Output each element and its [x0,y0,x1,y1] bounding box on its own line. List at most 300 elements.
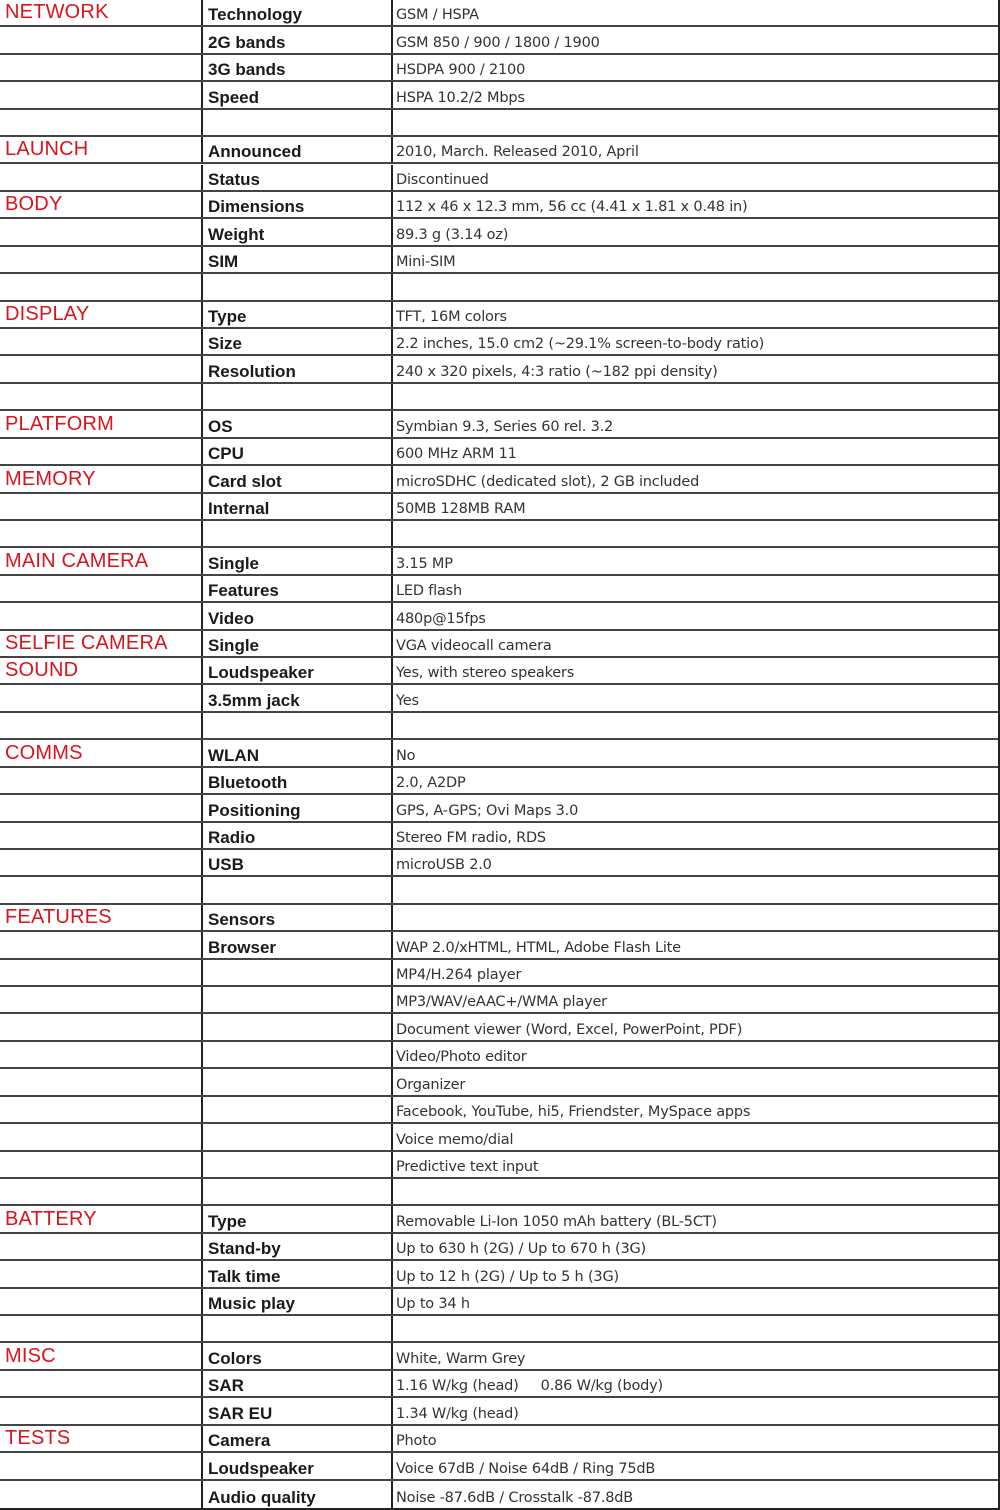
table-row [0,466,998,493]
field-label: Announced [208,142,302,162]
value-cell [391,411,998,436]
value-cell [391,0,998,25]
field-value: Removable Li-Ion 1050 mAh battery (BL-5CT) [396,1213,717,1230]
field-label: Size [208,334,243,354]
table-row [0,1371,998,1398]
value-cell [391,1234,998,1259]
value-cell [391,27,998,52]
table-row [0,494,998,521]
field-label: Audio quality [208,1487,316,1507]
value-cell [391,1042,998,1067]
value-cell [391,1398,998,1423]
section-cell [0,631,201,656]
table-row [0,0,998,27]
field-value: GSM 850 / 900 / 1800 / 1900 [396,34,600,51]
section-cell [0,494,201,519]
value-cell [391,987,998,1012]
value-cell [391,548,998,573]
table-row [0,685,998,712]
value-cell [391,137,998,162]
value-cell [391,1316,998,1341]
field-cell [201,1042,391,1067]
section-label: PLATFORM [5,412,115,435]
field-value: No [396,747,416,764]
field-value: Symbian 9.3, Series 60 rel. 3.2 [396,418,614,435]
section-cell [0,274,201,299]
value-cell [391,740,998,765]
section-cell [0,0,201,25]
section-cell [0,905,201,930]
section-label: SELFIE CAMERA [5,632,168,655]
field-cell [201,1289,391,1314]
section-cell [0,768,201,793]
field-cell [201,1014,391,1039]
section-cell [0,1453,201,1478]
table-row [0,1069,998,1096]
value-cell [391,576,998,601]
field-cell [201,1453,391,1478]
field-cell [201,411,391,436]
section-cell [0,439,201,464]
field-label: OS [208,416,233,436]
section-cell [0,960,201,985]
section-cell [0,110,201,135]
field-label: SAR EU [208,1403,273,1423]
field-label: Radio [208,827,256,847]
field-value: TFT, 16M colors [396,309,507,325]
section-cell [0,137,201,162]
section-cell [0,521,201,546]
table-row [0,1289,998,1316]
table-row [0,1316,998,1343]
section-cell [0,329,201,354]
table-row [0,658,998,685]
table-row [0,1453,998,1480]
section-cell [0,850,201,875]
field-cell [201,658,391,683]
field-label: CPU [208,444,244,464]
section-cell [0,219,201,244]
field-value: Voice 67dB / Noise 64dB / Ring 75dB [396,1460,656,1477]
field-value: Up to 34 h [396,1296,470,1313]
section-label: MAIN CAMERA [5,549,149,572]
table-row [0,302,998,329]
field-value: 240 x 320 pixels, 4:3 ratio (~182 ppi density) [396,363,718,380]
field-cell [201,1097,391,1122]
value-cell [391,247,998,272]
field-label: Music play [208,1294,295,1314]
field-label: Positioning [208,800,301,820]
section-cell [0,82,201,107]
field-cell [201,384,391,409]
value-cell [391,274,998,299]
field-value: Mini-SIM [396,254,456,271]
field-cell [201,55,391,80]
table-row [0,55,998,82]
field-cell [201,548,391,573]
field-value: Noise -87.6dB / Crosstalk -87.8dB [396,1489,634,1506]
section-label: DISPLAY [5,303,90,325]
section-cell [0,823,201,848]
field-value: Photo [396,1433,437,1450]
field-value: White, Warm Grey [396,1350,526,1367]
field-cell [201,27,391,52]
section-label: MEMORY [5,467,96,490]
table-row [0,795,998,822]
table-row [0,850,998,877]
field-value: 2.0, A2DP [396,775,466,792]
section-cell [0,576,201,601]
field-cell [201,768,391,793]
value-cell [391,494,998,519]
section-cell [0,795,201,820]
section-cell [0,1398,201,1423]
section-cell [0,55,201,80]
value-cell [391,1261,998,1286]
value-cell [391,219,998,244]
field-label: 3G bands [208,60,286,80]
value-cell [391,1069,998,1094]
value-cell [391,302,998,327]
field-cell [201,1124,391,1149]
field-value: Yes, with stereo speakers [396,665,575,682]
field-label: Sensors [208,910,276,930]
section-label: TESTS [5,1427,71,1450]
field-cell [201,987,391,1012]
field-cell [201,1069,391,1094]
section-cell [0,192,201,217]
value-cell [391,1426,998,1451]
field-cell [201,0,391,25]
table-row [0,740,998,767]
field-value: 50MB 128MB RAM [396,500,526,517]
field-value: 112 x 46 x 12.3 mm, 56 cc (4.41 x 1.81 x 0.48 in) [396,199,748,216]
value-cell [391,1152,998,1177]
value-cell [391,1097,998,1122]
value-cell [391,1371,998,1396]
field-value: Up to 12 h (2G) / Up to 5 h (3G) [396,1268,619,1285]
section-cell [0,466,201,491]
section-label: MISC [5,1344,56,1367]
value-cell [391,768,998,793]
field-label: Features [208,581,279,601]
field-value: Stereo FM radio, RDS [396,829,546,846]
field-value: Up to 630 h (2G) / Up to 670 h (3G) [396,1241,647,1258]
field-cell [201,850,391,875]
field-label: Status [208,169,260,189]
section-cell [0,1261,201,1286]
value-cell [391,850,998,875]
table-row [0,877,998,904]
field-label: Colors [208,1348,262,1368]
table-row [0,1179,998,1206]
section-label: COMMS [5,741,83,764]
field-cell [201,165,391,190]
field-label: Type [208,307,247,326]
field-value: microSDHC (dedicated slot), 2 GB included [396,473,700,490]
section-cell [0,1316,201,1341]
field-label: Type [208,1211,247,1231]
section-cell [0,1152,201,1177]
section-cell [0,247,201,272]
field-cell [201,713,391,738]
field-cell [201,1206,391,1231]
value-cell [391,1206,998,1231]
field-cell [201,823,391,848]
field-cell [201,137,391,162]
field-label: 3.5mm jack [208,690,300,710]
value-cell [391,165,998,190]
value-cell [391,1481,998,1508]
section-label: FEATURES [5,906,112,929]
field-value: HSPA 10.2/2 Mbps [396,89,525,106]
field-label: WLAN [208,745,259,765]
field-cell [201,685,391,710]
field-cell [201,1152,391,1177]
field-value: HSDPA 900 / 2100 [396,62,526,79]
table-row [0,548,998,575]
field-label: USB [208,855,244,875]
field-cell [201,247,391,272]
field-value: Facebook, YouTube, hi5, Friendster, MySpace apps [396,1104,751,1121]
section-cell [0,1069,201,1094]
table-row [0,219,998,246]
section-label: SOUND [5,659,79,682]
section-cell [0,411,201,436]
table-row [0,1097,998,1124]
section-cell [0,1426,201,1451]
table-row [0,1014,998,1041]
field-label: Bluetooth [208,773,288,793]
value-cell [391,685,998,710]
section-label: LAUNCH [5,138,89,161]
field-cell [201,302,391,327]
field-cell [201,494,391,519]
section-cell [0,740,201,765]
section-cell [0,658,201,683]
table-row [0,247,998,274]
value-cell [391,905,998,930]
field-label: Resolution [208,361,296,381]
value-cell [391,110,998,135]
value-cell [391,521,998,546]
field-value: Video/Photo editor [396,1049,527,1066]
table-row [0,631,998,658]
section-cell [0,603,201,628]
value-cell [391,932,998,957]
field-cell [201,932,391,957]
field-label: Browser [208,937,277,957]
value-cell [391,658,998,683]
value-cell [391,823,998,848]
value-cell [391,1179,998,1204]
value-cell [391,960,998,985]
value-cell [391,192,998,217]
field-cell [201,1426,391,1451]
field-label: Talk time [208,1266,281,1286]
field-cell [201,795,391,820]
field-label: Video [208,608,254,628]
table-row [0,768,998,795]
field-cell [201,219,391,244]
field-value: GPS, A-GPS; Ovi Maps 3.0 [396,802,579,819]
value-cell [391,466,998,491]
field-cell [201,1343,391,1368]
table-row [0,960,998,987]
value-cell [391,329,998,354]
value-cell [391,439,998,464]
field-cell [201,1371,391,1396]
field-value: Discontinued [396,171,489,188]
table-row [0,987,998,1014]
value-cell [391,1289,998,1314]
field-cell [201,1481,391,1508]
field-value: microUSB 2.0 [396,857,492,874]
section-cell [0,1179,201,1204]
table-row [0,823,998,850]
section-cell [0,1343,201,1368]
section-cell [0,932,201,957]
table-row [0,1398,998,1425]
field-cell [201,329,391,354]
field-cell [201,1234,391,1259]
field-cell [201,1398,391,1423]
field-cell [201,603,391,628]
section-cell [0,356,201,381]
table-row [0,1426,998,1453]
value-cell [391,795,998,820]
field-value: Document viewer (Word, Excel, PowerPoint, PDF) [396,1021,743,1038]
table-row [0,356,998,383]
field-cell [201,466,391,491]
field-cell [201,274,391,299]
field-value: 480p@15fps [396,610,486,627]
field-value: MP4/H.264 player [396,967,522,984]
value-cell [391,603,998,628]
section-cell [0,302,201,327]
section-cell [0,27,201,52]
field-label: SIM [208,252,239,272]
value-cell [391,1343,998,1368]
table-row [0,1343,998,1370]
field-value: GSM / HSPA [396,7,479,24]
field-cell [201,740,391,765]
section-cell [0,685,201,710]
field-value: Voice memo/dial [396,1131,514,1148]
field-cell [201,356,391,381]
value-cell [391,1453,998,1478]
section-cell [0,384,201,409]
table-row [0,384,998,411]
table-row [0,1481,998,1508]
section-label: BATTERY [5,1207,97,1230]
field-label: SAR [208,1376,244,1396]
field-cell [201,905,391,930]
table-row [0,27,998,54]
field-label: Card slot [208,471,282,491]
section-cell [0,713,201,738]
field-cell [201,877,391,902]
section-cell [0,548,201,573]
field-value: 2010, March. Released 2010, April [396,144,639,161]
value-cell [391,1014,998,1039]
field-cell [201,192,391,217]
value-cell [391,631,998,656]
field-label: Technology [208,5,303,25]
table-row [0,1124,998,1151]
field-value: Yes [396,692,419,709]
field-label: Camera [208,1431,271,1451]
field-cell [201,1179,391,1204]
section-label: NETWORK [5,1,109,24]
field-value: Organizer [396,1076,466,1093]
section-cell [0,877,201,902]
field-cell [201,110,391,135]
field-value: 1.16 W/kg (head) 0.86 W/kg (body) [396,1378,663,1395]
value-cell [391,384,998,409]
section-cell [0,1014,201,1039]
field-value: VGA videocall camera [396,638,552,655]
table-row [0,192,998,219]
value-cell [391,82,998,107]
section-cell [0,165,201,190]
table-row [0,576,998,603]
field-value: LED flash [396,583,462,600]
field-cell [201,576,391,601]
field-value: 600 MHz ARM 11 [396,446,517,463]
field-label: 2G bands [208,32,286,52]
field-label: Weight [208,224,265,244]
table-row [0,165,998,192]
field-value: 89.3 g (3.14 oz) [396,226,509,243]
field-label: Single [208,553,260,573]
table-row [0,603,998,630]
field-value: 3.15 MP [396,555,453,572]
table-row [0,521,998,548]
field-cell [201,82,391,107]
field-cell [201,521,391,546]
field-cell [201,631,391,656]
table-row [0,1042,998,1069]
value-cell [391,1124,998,1149]
table-row [0,905,998,932]
table-row [0,1261,998,1288]
section-cell [0,1371,201,1396]
field-label: Speed [208,87,260,107]
section-cell [0,987,201,1012]
table-row [0,274,998,301]
field-label: Internal [208,498,270,518]
field-cell [201,960,391,985]
field-value: 1.34 W/kg (head) [396,1405,519,1422]
table-row [0,137,998,164]
table-row [0,329,998,356]
value-cell [391,356,998,381]
field-value: Predictive text input [396,1158,539,1175]
section-cell [0,1206,201,1231]
field-value: 2.2 inches, 15.0 cm2 (~29.1% screen-to-body ratio) [396,336,765,353]
table-row [0,713,998,740]
table-row [0,411,998,438]
section-cell [0,1097,201,1122]
section-cell [0,1289,201,1314]
table-row [0,82,998,109]
field-value: WAP 2.0/xHTML, HTML, Adobe Flash Lite [396,939,681,956]
value-cell [391,877,998,902]
section-cell [0,1124,201,1149]
section-cell [0,1042,201,1067]
value-cell [391,713,998,738]
